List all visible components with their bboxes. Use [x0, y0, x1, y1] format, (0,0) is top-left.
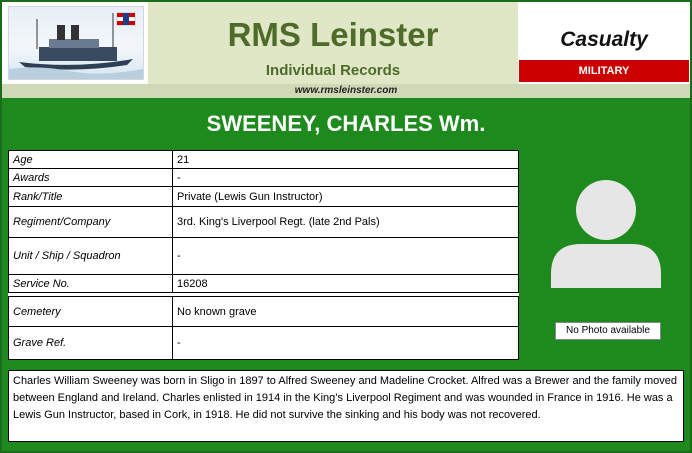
site-title: RMS Leinster — [227, 16, 439, 53]
row-value: 16208 — [173, 275, 519, 293]
website-link[interactable]: www.rmsleinster.com — [2, 84, 690, 98]
no-photo-label: No Photo available — [555, 322, 661, 340]
avatar-placeholder-icon — [551, 178, 661, 288]
casualty-badge — [519, 12, 689, 82]
row-value: No known grave — [173, 297, 519, 327]
row-label: Unit / Ship / Squadron — [9, 238, 173, 275]
row-label: Rank/Title — [9, 187, 173, 207]
records-table — [8, 150, 519, 360]
title-box — [148, 2, 518, 84]
row-label: Regiment/Company — [9, 207, 173, 238]
table-row — [9, 238, 519, 275]
row-label: Age — [9, 151, 173, 169]
category-badge: MILITARY — [519, 60, 689, 82]
row-value: - — [173, 327, 519, 360]
table-row — [9, 169, 519, 187]
row-value: 3rd. King's Liverpool Regt. (late 2nd Pals) — [173, 207, 519, 238]
row-value: - — [173, 238, 519, 275]
table-row — [9, 275, 519, 293]
table-row — [9, 297, 519, 327]
header — [2, 2, 690, 84]
table-row — [9, 151, 519, 169]
table-row — [9, 207, 519, 238]
row-label: Awards — [9, 169, 173, 187]
status-label: Casualty — [560, 28, 648, 51]
biography-text: Charles William Sweeney was born in Sligo in 1897 to Alfred Sweeney and Madeline Crocket. Alfred was a Brewer and the family moved between England and Ireland. Charles enlisted in 1914 in the King’s Liverpool Regiment and was wounded in France in 1916. He was a Lewis Gun Instructor, based in Cork, in 1918. He did not survive the sinking and his body was not recovered. — [8, 370, 684, 442]
row-label: Grave Ref. — [9, 327, 173, 360]
ship-logo — [8, 6, 144, 80]
person-name: SWEENEY, CHARLES Wm. — [206, 111, 486, 136]
site-subtitle: Individual Records — [265, 62, 401, 79]
photo-area — [523, 150, 690, 370]
row-label: Cemetery — [9, 297, 173, 327]
row-value: - — [173, 169, 519, 187]
row-label: Service No. — [9, 275, 173, 293]
table-row — [9, 187, 519, 207]
row-value: Private (Lewis Gun Instructor) — [173, 187, 519, 207]
table-row — [9, 327, 519, 360]
row-value: 21 — [173, 151, 519, 169]
